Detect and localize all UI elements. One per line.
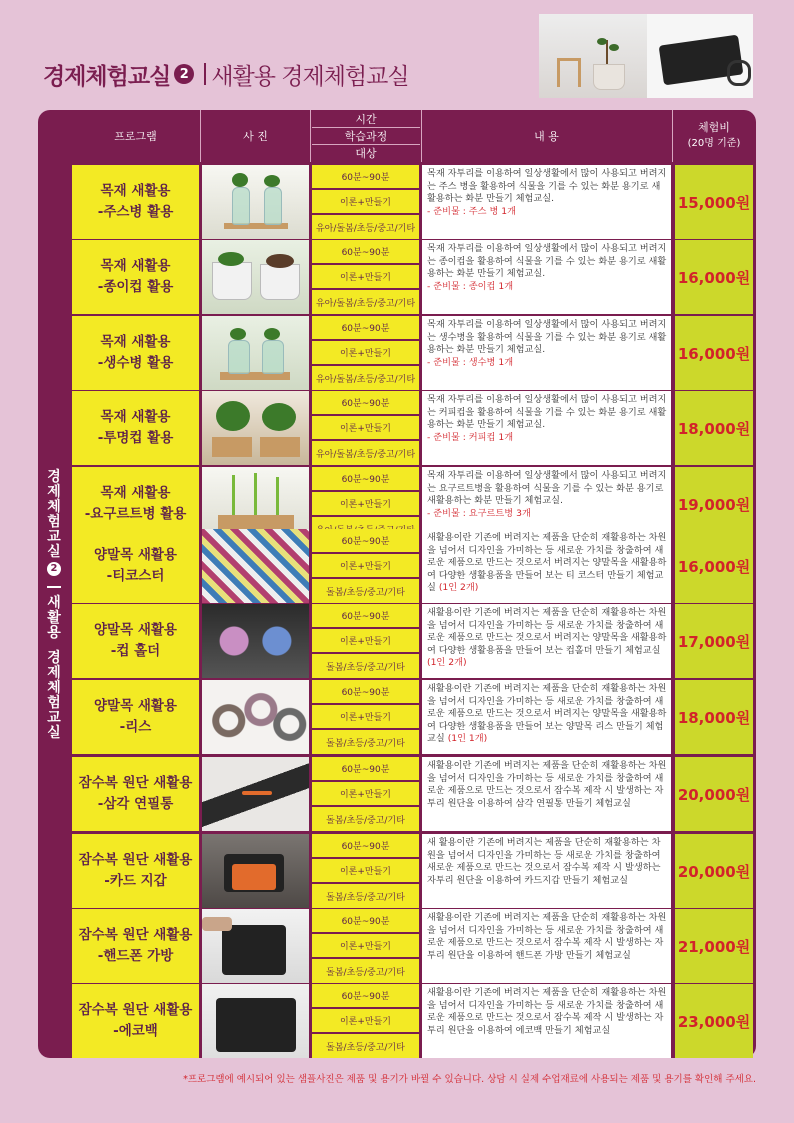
program-course: 이론+만들기 xyxy=(312,934,419,957)
program-row xyxy=(72,316,671,390)
program-name-line2: -리스 xyxy=(119,719,152,735)
program-price: 16,000원 xyxy=(675,316,753,390)
header-fee xyxy=(675,114,753,158)
program-description-text: 새활용이란 기존에 버려지는 제품을 단순히 재활용하는 차원을 넘어서 디자인을 가미하는 등 새로운 가치를 창출하여 새로운 제품으로 만드는 것으로서 잠수복 제작 시 발생하는 자투리 원단을 이용하여 삼각 연필통 만들기 체험교실 xyxy=(427,760,667,809)
program-photo xyxy=(202,391,309,465)
program-course: 이론+만들기 xyxy=(312,1009,419,1032)
program-price: 17,000원 xyxy=(675,604,753,678)
program-description-text: 목재 자투리를 이용하여 일상생활에서 많이 사용되고 버려지는 생수병을 활용하여 식물을 기를 수 있는 화분 용기로 새활용하는 화분 만들기 체험교실. xyxy=(427,319,667,356)
program-description xyxy=(422,834,671,908)
program-name-line1: 목재 새활용 xyxy=(100,183,171,199)
header-program: 프로그램 xyxy=(114,130,157,143)
title-divider xyxy=(204,63,206,85)
program-material: (1인 2개) xyxy=(438,582,479,594)
program-name xyxy=(72,909,199,983)
header-course: 학습과정 xyxy=(344,129,388,143)
program-name-line2: -티코스터 xyxy=(106,568,165,584)
program-photo xyxy=(202,909,309,983)
title-number-badge: 2 xyxy=(174,64,194,84)
footnote: *프로그램에 예시되어 있는 샘플사진은 제품 및 용기가 바뀔 수 있습니다. 상담 시 실제 수업재료에 사용되는 제품 및 용기를 확인해 주세요. xyxy=(183,1074,756,1085)
program-time: 60분~90분 xyxy=(312,909,419,932)
program-material: - 준비물 : 커피컵 1개 xyxy=(427,431,514,443)
program-description-text: 새 활용이란 기존에 버려지는 제품을 단순히 재활용하는 차원을 넘어서 디자인을 가미하는 등 새로운 가치를 창출하여 새로운 제품으로 만드는 것으로서 잠수복 제작 시 발생하는 자투리 원단을 이용하여 카드지갑 만들기 체험교실 xyxy=(427,837,661,886)
program-name xyxy=(72,834,199,908)
program-course: 이론+만들기 xyxy=(312,554,419,577)
program-schedule xyxy=(312,909,419,983)
header-time: 시간 xyxy=(355,112,377,126)
program-description-text: 새활용이란 기존에 버려지는 제품을 단순히 재활용하는 차원을 넘어서 디자인을 가미하는 등 새로운 가치를 창출하여 새로운 제품으로 만드는 것으로서 버려지는 양말목을 새활용하여 다양한 생활용품을 만들어 보는 컵홀더 만들기 체험교실 xyxy=(427,607,667,656)
program-description-text: 목재 자투리를 이용하여 일상생활에서 많이 사용되고 버려지는 종이컵을 활용하여 식물을 기를 수 있는 화분 용기로 새활용하는 화분 만들기 체험교실. xyxy=(427,243,667,280)
program-name-line2: -컵 홀더 xyxy=(110,643,161,659)
program-photo xyxy=(202,240,309,314)
program-photo xyxy=(202,316,309,390)
program-name-line1: 양말목 새활용 xyxy=(94,698,177,714)
program-target: 돌봄/초등/중고/기타 xyxy=(312,1034,419,1058)
program-row xyxy=(72,240,671,314)
program-name-line1: 양말목 새활용 xyxy=(94,547,177,563)
hero-photo-plant xyxy=(539,14,647,98)
program-material: - 준비물 : 주스 병 1개 xyxy=(427,205,516,217)
program-name xyxy=(72,316,199,390)
program-schedule xyxy=(312,240,419,314)
program-description xyxy=(422,316,671,390)
program-name-line2: -생수병 활용 xyxy=(97,355,174,371)
program-row xyxy=(72,529,671,603)
program-schedule xyxy=(312,984,419,1058)
title-sub: 새활용 경제체험교실 xyxy=(211,63,409,90)
program-description xyxy=(422,757,671,831)
program-name-line2: -종이컵 활용 xyxy=(97,279,174,295)
program-description xyxy=(422,529,671,603)
program-description-text: 목재 자투리를 이용하여 일상생활에서 많이 사용되고 버려지는 요구르트병을 활용하여 식물을 기를 수 있는 화분 용기로 새활용하는 화분 만들기 체험교실. xyxy=(427,470,667,507)
program-name-line1: 잠수복 원단 새활용 xyxy=(78,927,193,943)
program-schedule xyxy=(312,316,419,390)
program-material: (1인 1개) xyxy=(447,733,488,745)
program-target: 유아/돌봄/초등/중고/기타 xyxy=(312,215,419,239)
program-price: 20,000원 xyxy=(675,757,753,831)
program-name-line2: -핸드폰 가방 xyxy=(97,948,174,964)
program-description-text: 목재 자투리를 이용하여 일상생활에서 많이 사용되고 버려지는 주스 병을 활용하여 식물을 기를 수 있는 화분 용기로 새활용하는 화분 만들기 체험교실. xyxy=(427,168,667,205)
title-main: 경제체험교실 xyxy=(43,63,171,90)
program-schedule xyxy=(312,529,419,603)
program-name-line2: -투명컵 활용 xyxy=(97,430,174,446)
program-target: 돌봄/초등/중고/기타 xyxy=(312,579,419,603)
program-description xyxy=(422,165,671,239)
program-schedule xyxy=(312,165,419,239)
program-material: - 준비물 : 종이컵 1개 xyxy=(427,280,514,292)
program-name xyxy=(72,240,199,314)
program-photo xyxy=(202,834,309,908)
program-time: 60분~90분 xyxy=(312,834,419,857)
program-description xyxy=(422,680,671,754)
program-course: 이론+만들기 xyxy=(312,341,419,364)
program-schedule xyxy=(312,834,419,908)
program-target: 돌봄/초등/중고/기타 xyxy=(312,654,419,678)
program-material: - 준비물 : 요구르트병 3개 xyxy=(427,507,531,519)
program-name-line1: 잠수복 원단 새활용 xyxy=(78,775,193,791)
program-time: 60분~90분 xyxy=(312,757,419,780)
header-content: 내 용 xyxy=(534,130,559,143)
program-target: 돌봄/초등/중고/기타 xyxy=(312,807,419,831)
program-row xyxy=(72,909,671,983)
program-time: 60분~90분 xyxy=(312,165,419,188)
program-row xyxy=(72,680,671,754)
program-name xyxy=(72,604,199,678)
program-time: 60분~90분 xyxy=(312,604,419,627)
program-name-line2: -요구르트병 활용 xyxy=(84,506,187,522)
header-target: 대상 xyxy=(355,147,377,160)
program-description xyxy=(422,240,671,314)
program-target: 돌봄/초등/중고/기타 xyxy=(312,884,419,908)
page-title xyxy=(43,54,409,94)
program-price: 16,000원 xyxy=(675,529,753,603)
program-description-text: 목재 자투리를 이용하여 일상생활에서 많이 사용되고 버려지는 커피컵을 활용하여 식물을 기를 수 있는 화분 용기로 새활용하는 화분 만들기 체험교실. xyxy=(427,394,667,431)
program-name-line2: -에코백 xyxy=(113,1023,158,1039)
program-photo xyxy=(202,680,309,754)
program-price: 19,000원 xyxy=(675,467,753,541)
program-row xyxy=(72,165,671,239)
header-photo: 사 진 xyxy=(243,130,268,143)
program-time: 60분~90분 xyxy=(312,391,419,414)
program-material: (1인 2개) xyxy=(427,657,467,669)
program-name-line1: 목재 새활용 xyxy=(100,334,171,350)
program-course: 이론+만들기 xyxy=(312,492,419,515)
program-schedule xyxy=(312,604,419,678)
program-target: 돌봄/초등/중고/기타 xyxy=(312,730,419,754)
program-time: 60분~90분 xyxy=(312,240,419,263)
program-name-line1: 목재 새활용 xyxy=(100,485,171,501)
program-description-text: 새활용이란 기존에 버려지는 제품을 단순히 재활용하는 차원을 넘어서 디자인을 가미하는 등 새로운 가치를 창출하여 새로운 제품으로 만드는 것으로서 잠수복 제작 시 발생하는 자투리 원단을 이용하여 에코백 만들기 체험교실 xyxy=(427,987,667,1036)
program-name xyxy=(72,391,199,465)
program-photo xyxy=(202,757,309,831)
program-name-line1: 목재 새활용 xyxy=(100,409,171,425)
program-row xyxy=(72,834,671,908)
program-time: 60분~90분 xyxy=(312,316,419,339)
program-name-line1: 목재 새활용 xyxy=(100,258,171,274)
program-price: 23,000원 xyxy=(675,984,753,1058)
program-name-line2: -카드 지갑 xyxy=(104,873,167,889)
program-description xyxy=(422,984,671,1058)
side-label: 경 제 체 험 교 실 2 새 활 용 경 제 체 험 교 실 xyxy=(47,468,61,741)
program-course: 이론+만들기 xyxy=(312,265,419,288)
program-target: 돌봄/초등/중고/기타 xyxy=(312,959,419,983)
program-course: 이론+만들기 xyxy=(312,782,419,805)
program-description-text: 새활용이란 기존에 버려지는 제품을 단순히 재활용하는 차원을 넘어서 디자인을 가미하는 등 새로운 가치를 창출하여 새로운 제품으로 만드는 것으로서 버려지는 양말목을 새활용하여 다양한 생활용품을 만들어 보는 양말목 리스 만들기 체험교실 xyxy=(427,683,667,745)
program-row xyxy=(72,757,671,831)
program-price: 16,000원 xyxy=(675,240,753,314)
program-price: 18,000원 xyxy=(675,680,753,754)
program-photo xyxy=(202,165,309,239)
side-label-number: 2 xyxy=(47,562,61,576)
program-target: 유아/돌봄/초등/중고/기타 xyxy=(312,441,419,465)
program-name-line1: 잠수복 원단 새활용 xyxy=(78,852,193,868)
program-time: 60분~90분 xyxy=(312,467,419,490)
program-name xyxy=(72,680,199,754)
program-target: 유아/돌봄/초등/중고/기타 xyxy=(312,366,419,390)
program-schedule xyxy=(312,757,419,831)
program-schedule xyxy=(312,680,419,754)
program-price: 20,000원 xyxy=(675,834,753,908)
program-material: - 준비물 : 생수병 1개 xyxy=(427,356,514,368)
program-description-text: 새활용이란 기존에 버려지는 제품을 단순히 재활용하는 차원을 넘어서 디자인을 가미하는 등 새로운 가치를 창출하여 새로운 제품으로 만드는 것으로서 버려지는 양말목을 새활용하여 다양한 생활용품을 만들어 보는 티 코스터 만들기 체험교실 xyxy=(427,532,667,594)
program-time: 60분~90분 xyxy=(312,529,419,552)
program-schedule xyxy=(312,391,419,465)
program-description xyxy=(422,391,671,465)
program-name xyxy=(72,757,199,831)
header-fee-label: 체험비 xyxy=(698,121,730,134)
program-course: 이론+만들기 xyxy=(312,190,419,213)
program-name-line2: -주스병 활용 xyxy=(97,204,174,220)
program-price: 21,000원 xyxy=(675,909,753,983)
program-price: 15,000원 xyxy=(675,165,753,239)
program-photo xyxy=(202,984,309,1058)
program-course: 이론+만들기 xyxy=(312,859,419,882)
program-row xyxy=(72,604,671,678)
program-photo xyxy=(202,604,309,678)
program-name xyxy=(72,529,199,603)
program-name-line1: 양말목 새활용 xyxy=(94,622,177,638)
program-course: 이론+만들기 xyxy=(312,629,419,652)
program-target: 유아/돌봄/초등/중고/기타 xyxy=(312,290,419,314)
program-description xyxy=(422,909,671,983)
program-name xyxy=(72,165,199,239)
header-fee-note: (20명 기준) xyxy=(687,138,741,149)
hero-photo xyxy=(539,14,753,98)
program-row xyxy=(72,984,671,1058)
program-description xyxy=(422,604,671,678)
program-course: 이론+만들기 xyxy=(312,416,419,439)
program-course: 이론+만들기 xyxy=(312,705,419,728)
program-name xyxy=(72,984,199,1058)
program-name-line2: -삼각 연필통 xyxy=(97,796,174,812)
program-photo xyxy=(202,529,309,603)
program-row xyxy=(72,391,671,465)
program-time: 60분~90분 xyxy=(312,680,419,703)
program-description-text: 새활용이란 기존에 버려지는 제품을 단순히 재활용하는 차원을 넘어서 디자인을 가미하는 등 새로운 가치를 창출하여 새로운 제품으로 만드는 것으로서 잠수복 제작 시 발생하는 자투리 원단을 이용하여 핸드폰 가방 만들기 체험교실 xyxy=(427,912,667,961)
program-name-line1: 잠수복 원단 새활용 xyxy=(78,1002,193,1018)
hero-photo-pouch xyxy=(647,14,753,98)
program-time: 60분~90분 xyxy=(312,984,419,1007)
program-price: 18,000원 xyxy=(675,391,753,465)
